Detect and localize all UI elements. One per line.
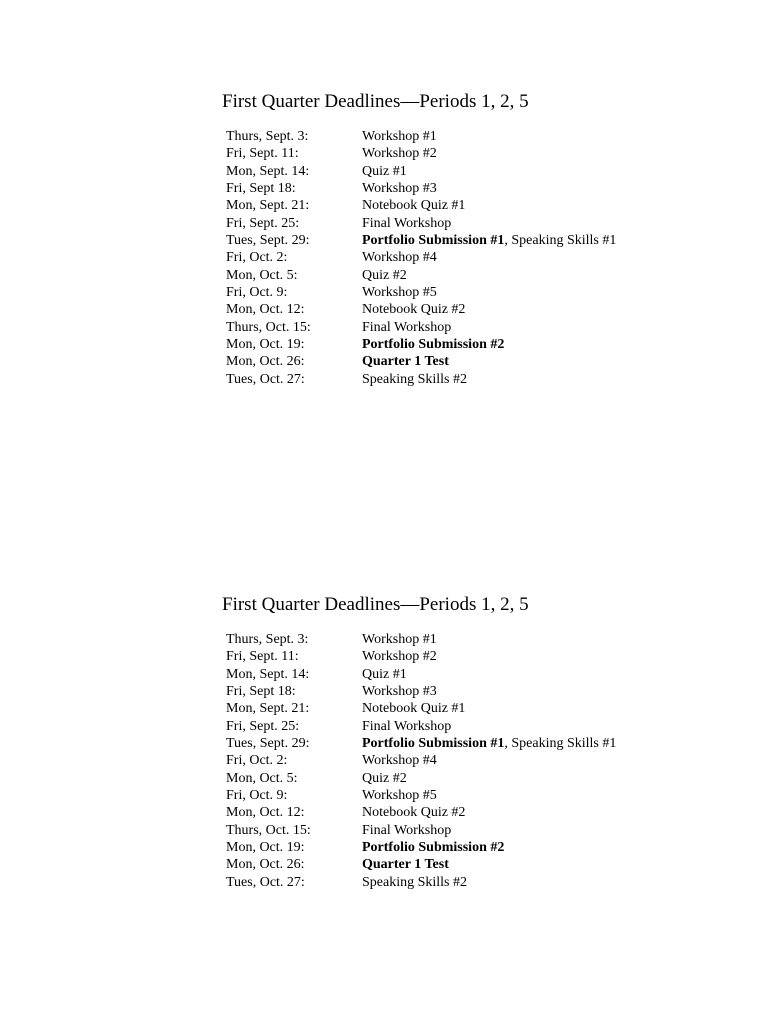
deadlines-list: [222, 128, 742, 388]
deadline-task: [362, 770, 742, 787]
deadline-date: Fri, Sept. 25:: [226, 718, 300, 734]
deadline-row: [226, 752, 742, 769]
deadline-row: [226, 353, 742, 370]
deadline-date: Mon, Oct. 19:: [226, 840, 305, 856]
deadline-task: [362, 856, 742, 873]
deadline-task-text: Notebook Quiz #2: [362, 302, 466, 318]
deadline-date: Mon, Sept. 21:: [226, 701, 310, 717]
deadline-date: Mon, Oct. 5:: [226, 770, 298, 786]
deadline-task: [362, 631, 742, 648]
deadline-task: [362, 752, 742, 769]
deadline-date: Thurs, Oct. 15:: [226, 822, 311, 838]
deadline-date: Fri, Sept 18:: [226, 684, 296, 700]
deadline-task-text: Workshop #3: [362, 181, 437, 197]
deadline-task: [362, 180, 742, 197]
deadline-row: [226, 770, 742, 787]
deadline-date: Fri, Sept. 11:: [226, 649, 299, 665]
deadline-row: [226, 284, 742, 301]
deadline-task-text: Quiz #1: [362, 666, 407, 682]
deadline-task: [362, 128, 742, 145]
deadline-row: [226, 301, 742, 318]
deadline-task: [362, 215, 742, 232]
deadline-task-bold-text: Portfolio Submission #1: [362, 736, 505, 752]
deadline-task-text: Workshop #1: [362, 632, 437, 647]
deadline-date: Tues, Oct. 27:: [226, 874, 305, 890]
deadline-row: [226, 718, 742, 735]
deadline-task-text: Workshop #5: [362, 788, 437, 804]
deadline-row: [226, 804, 742, 821]
deadline-date: Mon, Sept. 14:: [226, 666, 310, 682]
deadline-row: [226, 249, 742, 266]
deadline-date: Fri, Sept. 11:: [226, 146, 299, 162]
deadline-date: Thurs, Sept. 3:: [226, 129, 309, 144]
deadline-date: Mon, Oct. 12:: [226, 302, 305, 318]
deadline-task-text: Workshop #4: [362, 250, 437, 266]
deadline-task-bold-text: Portfolio Submission #2: [362, 337, 505, 353]
deadline-task: [362, 301, 742, 318]
deadline-task-text: Final Workshop: [362, 718, 452, 734]
deadline-row: [226, 839, 742, 856]
deadline-date: Mon, Sept. 21:: [226, 198, 310, 214]
deadline-date: Fri, Oct. 2:: [226, 250, 288, 266]
deadline-row: [226, 787, 742, 804]
deadline-task-text: Workshop #3: [362, 684, 437, 700]
deadline-task: [362, 822, 742, 839]
deadline-row: [226, 180, 742, 197]
deadline-task-bold-text: Portfolio Submission #2: [362, 840, 505, 856]
deadline-date: Fri, Oct. 2:: [226, 753, 288, 769]
deadline-task-text: Quiz #2: [362, 267, 407, 283]
deadline-task-text: , Speaking Skills #1: [504, 233, 617, 249]
deadline-row: [226, 666, 742, 683]
deadline-task-bold-text: Quarter 1 Test: [362, 857, 449, 873]
deadline-task: [362, 249, 742, 266]
deadline-row: [226, 822, 742, 839]
deadline-task: [362, 371, 742, 388]
deadline-date: Mon, Oct. 26:: [226, 857, 305, 873]
deadline-date: Mon, Oct. 26:: [226, 354, 305, 370]
deadlines-list: [222, 631, 742, 891]
deadline-row: [226, 700, 742, 717]
deadline-row: [226, 128, 742, 145]
deadline-date: Thurs, Oct. 15:: [226, 319, 311, 335]
deadline-date: Thurs, Sept. 3:: [226, 632, 309, 647]
deadline-date: Fri, Oct. 9:: [226, 285, 288, 301]
deadline-task: [362, 284, 742, 301]
deadline-task: [362, 700, 742, 717]
deadline-task-text: Notebook Quiz #1: [362, 198, 466, 214]
deadline-row: [226, 371, 742, 388]
deadline-task: [362, 648, 742, 665]
deadline-row: [226, 336, 742, 353]
deadline-row: [226, 215, 742, 232]
deadline-row: [226, 648, 742, 665]
deadline-date: Mon, Oct. 19:: [226, 337, 305, 353]
deadline-task: [362, 718, 742, 735]
deadline-task-text: Final Workshop: [362, 215, 452, 231]
deadline-row: [226, 874, 742, 891]
deadline-task: [362, 666, 742, 683]
deadline-date: Mon, Oct. 12:: [226, 805, 305, 821]
deadline-task-text: , Speaking Skills #1: [504, 736, 617, 752]
deadline-task: [362, 336, 742, 353]
deadline-task-text: Quiz #1: [362, 163, 407, 179]
page-title: First Quarter Deadlines—Periods 1, 2, 5: [222, 91, 529, 112]
deadline-task-text: Notebook Quiz #2: [362, 805, 466, 821]
deadline-row: [226, 319, 742, 336]
deadline-task-text: Speaking Skills #2: [362, 371, 468, 387]
deadline-row: [226, 197, 742, 214]
deadlines-block-2: [222, 593, 742, 891]
deadline-task: [362, 267, 742, 284]
deadline-task: [362, 804, 742, 821]
deadline-row: [226, 267, 742, 284]
deadline-date: Mon, Sept. 14:: [226, 163, 310, 179]
deadline-row: [226, 145, 742, 162]
deadline-task-text: Notebook Quiz #1: [362, 701, 466, 717]
deadline-task-text: Workshop #5: [362, 285, 437, 301]
deadline-date: Fri, Oct. 9:: [226, 788, 288, 804]
deadline-row: [226, 163, 742, 180]
deadline-task: [362, 163, 742, 180]
deadline-task-text: Final Workshop: [362, 822, 452, 838]
deadline-date: Fri, Sept 18:: [226, 181, 296, 197]
deadline-task-text: Workshop #2: [362, 649, 437, 665]
deadline-task: [362, 874, 742, 891]
deadline-date: Tues, Sept. 29:: [226, 736, 310, 752]
deadline-date: Mon, Oct. 5:: [226, 267, 298, 283]
deadline-date: Tues, Sept. 29:: [226, 233, 310, 249]
deadline-task: [362, 232, 742, 249]
deadline-task: [362, 787, 742, 804]
deadline-date: Fri, Sept. 25:: [226, 215, 300, 231]
deadline-task-text: Workshop #2: [362, 146, 437, 162]
deadline-task-text: Workshop #4: [362, 753, 437, 769]
deadline-task: [362, 353, 742, 370]
page-title: First Quarter Deadlines—Periods 1, 2, 5: [222, 594, 529, 615]
deadline-task: [362, 319, 742, 336]
deadlines-block-1: [222, 90, 742, 388]
deadline-row: [226, 631, 742, 648]
deadline-task: [362, 839, 742, 856]
deadline-task: [362, 683, 742, 700]
deadline-task-bold-text: Quarter 1 Test: [362, 354, 449, 370]
deadline-task-bold-text: Portfolio Submission #1: [362, 233, 505, 249]
deadline-task-text: Speaking Skills #2: [362, 874, 468, 890]
deadline-date: Tues, Oct. 27:: [226, 371, 305, 387]
deadline-row: [226, 735, 742, 752]
deadline-task: [362, 145, 742, 162]
deadline-task: [362, 735, 742, 752]
deadline-row: [226, 683, 742, 700]
deadline-row: [226, 232, 742, 249]
deadline-task: [362, 197, 742, 214]
deadline-row: [226, 856, 742, 873]
deadline-task-text: Final Workshop: [362, 319, 452, 335]
deadline-task-text: Quiz #2: [362, 770, 407, 786]
deadline-task-text: Workshop #1: [362, 129, 437, 144]
